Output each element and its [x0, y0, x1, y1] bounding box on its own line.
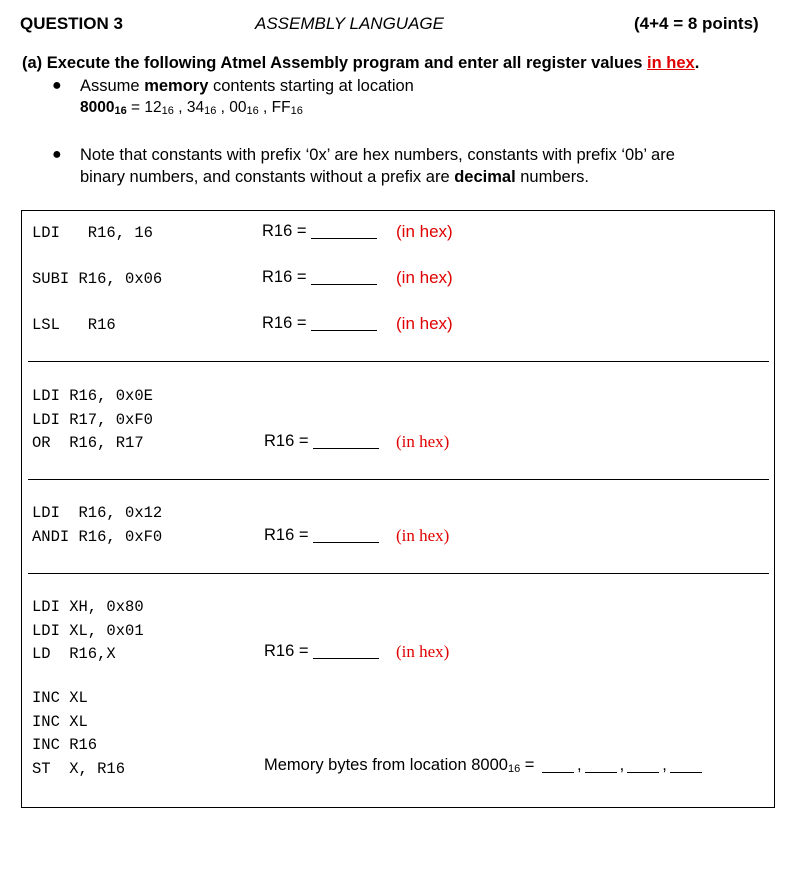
answer-field-1[interactable]: R16 =: [262, 222, 377, 241]
answer-field-5[interactable]: R16 =: [264, 526, 379, 545]
question-topic: ASSEMBLY LANGUAGE: [255, 14, 444, 33]
part-a-instruction: (a) Execute the following Atmel Assembly program and enter all register values in hex.: [22, 54, 700, 72]
hex-hint-6: (in hex): [396, 642, 450, 661]
bullet-memory: Assume memory contents starting at location $8000_{16} = 12_{16}$ , $34_{16}$ , $00_{16}$ , $FF_{16}$: [80, 77, 414, 117]
divider: [28, 573, 769, 574]
hex-hint-2: (in hex): [396, 268, 453, 287]
question-number: QUESTION 3: [20, 14, 123, 33]
memory-address: 8000: [80, 99, 115, 116]
answer-field-6[interactable]: R16 =: [264, 642, 379, 661]
hex-hint-5: (in hex): [396, 526, 450, 545]
hex-hint-4: (in hex): [396, 432, 450, 451]
question-points: (4+4 = 8 points): [634, 14, 759, 33]
divider: [28, 361, 769, 362]
code-block-5: LDI R16, 0x12 ANDI R16, 0xF0: [32, 504, 163, 546]
code-block-6: LDI XH, 0x80 LDI XL, 0x01 LD R16,X: [32, 598, 144, 663]
answer-field-4[interactable]: R16 =: [264, 432, 379, 451]
answer-field-2[interactable]: R16 =: [262, 268, 377, 287]
bullet-icon: ●: [52, 77, 62, 94]
answer-field-3[interactable]: R16 =: [262, 314, 377, 333]
bullet-icon: ●: [52, 146, 62, 163]
in-hex-emphasis: in hex: [647, 54, 695, 72]
bullet-constants-note: Note that constants with prefix ‘0x’ are hex numbers, constants with prefix ‘0b’ are binary numbers, and constants without a prefix are decimal numbers.: [80, 146, 675, 186]
hex-hint-3: (in hex): [396, 314, 453, 333]
code-block-1: LDI R16, 16: [32, 224, 153, 242]
memory-bytes-answer[interactable]: Memory bytes from location $8000_{16}$ = , , ,: [264, 756, 705, 775]
code-block-3: LSL R16: [32, 316, 116, 334]
divider: [28, 479, 769, 480]
hex-hint-1: (in hex): [396, 222, 453, 241]
code-block-2: SUBI R16, 0x06: [32, 270, 163, 288]
code-block-4: LDI R16, 0x0E LDI R17, 0xF0 OR R16, R17: [32, 387, 153, 452]
code-block-7: INC XL INC XL INC R16 ST X, R16: [32, 689, 126, 778]
